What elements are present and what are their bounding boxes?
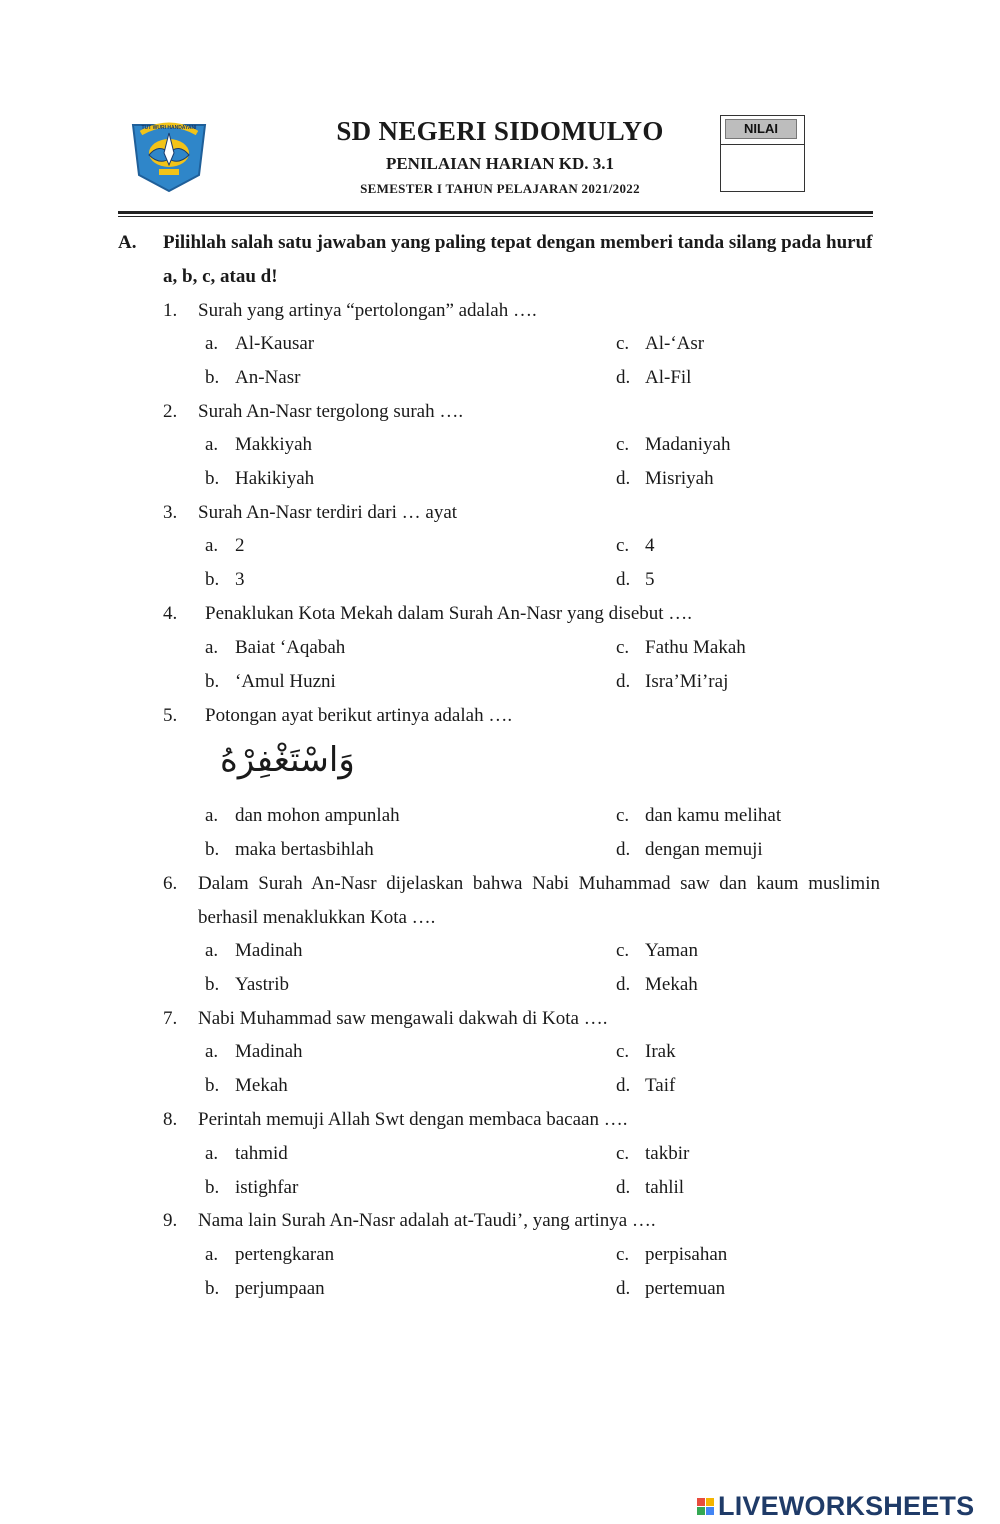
liveworksheets-grid-icon xyxy=(697,1498,714,1515)
option-letter-c[interactable]: c. xyxy=(616,535,630,556)
option-c[interactable]: dan kamu melihat xyxy=(645,805,782,826)
option-letter-a[interactable]: a. xyxy=(205,637,219,658)
question-number: 5. xyxy=(163,705,178,726)
option-letter-c[interactable]: c. xyxy=(616,805,630,826)
tut-wuri-handayani-logo xyxy=(127,113,211,195)
option-letter-a[interactable]: a. xyxy=(205,333,219,354)
section-letter: A. xyxy=(118,232,137,253)
option-letter-b[interactable]: b. xyxy=(205,468,220,489)
option-letter-b[interactable]: b. xyxy=(205,569,220,590)
option-letter-d[interactable]: d. xyxy=(616,974,631,995)
option-d[interactable]: pertemuan xyxy=(645,1278,726,1299)
option-b[interactable]: Mekah xyxy=(235,1075,288,1096)
option-letter-d[interactable]: d. xyxy=(616,569,631,590)
option-c[interactable]: Fathu Makah xyxy=(645,637,746,658)
question-text: Surah An-Nasr terdiri dari … ayat xyxy=(198,502,458,523)
option-b[interactable]: istighfar xyxy=(235,1177,299,1198)
question-text: Surah An-Nasr tergolong surah …. xyxy=(198,401,464,422)
question-text: Nama lain Surah An-Nasr adalah at-Taudi’, yang artinya …. xyxy=(198,1210,656,1231)
instruction-line-1: Pilihlah salah satu jawaban yang paling tepat dengan memberi tanda silang pada huruf xyxy=(163,232,873,253)
question-text: Nabi Muhammad saw mengawali dakwah di Kota …. xyxy=(198,1008,608,1029)
option-letter-a[interactable]: a. xyxy=(205,805,219,826)
option-letter-b[interactable]: b. xyxy=(205,1177,220,1198)
option-letter-d[interactable]: d. xyxy=(616,367,631,388)
option-letter-d[interactable]: d. xyxy=(616,671,631,692)
score-box[interactable] xyxy=(720,115,805,192)
option-c[interactable]: takbir xyxy=(645,1143,690,1164)
logo-motto: TUT WURI HANDAYANI xyxy=(141,125,197,131)
option-a[interactable]: Madinah xyxy=(235,940,303,961)
option-b[interactable]: ‘Amul Huzni xyxy=(235,671,336,692)
school-name: SD NEGERI SIDOMULYO xyxy=(336,116,664,146)
question-text: Potongan ayat berikut artinya adalah …. xyxy=(205,705,513,726)
option-letter-d[interactable]: d. xyxy=(616,839,631,860)
option-d[interactable]: Misriyah xyxy=(645,468,714,489)
option-letter-d[interactable]: d. xyxy=(616,1177,631,1198)
option-letter-c[interactable]: c. xyxy=(616,434,630,455)
option-letter-d[interactable]: d. xyxy=(616,1075,631,1096)
option-c[interactable]: perpisahan xyxy=(645,1244,728,1265)
score-label: NILAI xyxy=(725,119,797,139)
question-number: 3. xyxy=(163,502,178,523)
option-a[interactable]: Madinah xyxy=(235,1041,303,1062)
question-number: 6. xyxy=(163,873,178,894)
option-letter-c[interactable]: c. xyxy=(616,1244,630,1265)
question-number: 8. xyxy=(163,1109,178,1130)
option-a[interactable]: dan mohon ampunlah xyxy=(235,805,400,826)
option-letter-c[interactable]: c. xyxy=(616,333,630,354)
option-c[interactable]: 4 xyxy=(645,535,655,556)
option-c[interactable]: Yaman xyxy=(645,940,698,961)
option-letter-d[interactable]: d. xyxy=(616,468,631,489)
option-b[interactable]: Yastrib xyxy=(235,974,290,995)
option-c[interactable]: Irak xyxy=(645,1041,676,1062)
question-number: 7. xyxy=(163,1008,178,1029)
question-number: 4. xyxy=(163,603,178,624)
option-letter-b[interactable]: b. xyxy=(205,367,220,388)
option-letter-c[interactable]: c. xyxy=(616,1041,630,1062)
option-b[interactable]: Hakikiyah xyxy=(235,468,315,489)
option-letter-a[interactable]: a. xyxy=(205,1143,219,1164)
option-a[interactable]: Makkiyah xyxy=(235,434,313,455)
liveworksheets-logo[interactable] xyxy=(697,1491,974,1522)
option-a[interactable]: 2 xyxy=(235,535,245,556)
option-b[interactable]: 3 xyxy=(235,569,245,590)
option-letter-b[interactable]: b. xyxy=(205,839,220,860)
question-text: Penaklukan Kota Mekah dalam Surah An-Nasr yang disebut …. xyxy=(205,603,693,624)
option-d[interactable]: Al-Fil xyxy=(645,367,692,388)
option-letter-a[interactable]: a. xyxy=(205,1041,219,1062)
option-a[interactable]: Baiat ‘Aqabah xyxy=(235,637,346,658)
option-d[interactable]: tahlil xyxy=(645,1177,685,1198)
option-letter-d[interactable]: d. xyxy=(616,1278,631,1299)
option-b[interactable]: maka bertasbihlah xyxy=(235,839,374,860)
question-number: 2. xyxy=(163,401,178,422)
liveworksheets-brand: LIVEWORKSHEETS xyxy=(718,1491,975,1521)
option-a[interactable]: tahmid xyxy=(235,1143,288,1164)
question-text: Surah yang artinya “pertolongan” adalah …. xyxy=(198,300,537,321)
option-letter-c[interactable]: c. xyxy=(616,1143,630,1164)
option-d[interactable]: 5 xyxy=(645,569,655,590)
option-b[interactable]: perjumpaan xyxy=(235,1278,325,1299)
option-letter-b[interactable]: b. xyxy=(205,1075,220,1096)
option-letter-c[interactable]: c. xyxy=(616,940,630,961)
question-text: Perintah memuji Allah Swt dengan membaca bacaan …. xyxy=(198,1109,628,1130)
option-c[interactable]: Al-‘Asr xyxy=(645,333,705,354)
semester-info: SEMESTER I TAHUN PELAJARAN 2021/2022 xyxy=(360,181,640,196)
question-text-line-2: berhasil menaklukkan Kota …. xyxy=(198,907,436,928)
question-number: 1. xyxy=(163,300,178,321)
option-d[interactable]: Taif xyxy=(645,1075,676,1096)
option-letter-a[interactable]: a. xyxy=(205,1244,219,1265)
assessment-title: PENILAIAN HARIAN KD. 3.1 xyxy=(385,154,615,173)
option-letter-b[interactable]: b. xyxy=(205,671,220,692)
option-a[interactable]: pertengkaran xyxy=(235,1244,335,1265)
question-number: 9. xyxy=(163,1210,178,1231)
option-d[interactable]: Isra’Mi’raj xyxy=(645,671,729,692)
option-d[interactable]: dengan memuji xyxy=(645,839,763,860)
header-rule-thin xyxy=(118,216,873,217)
option-letter-a[interactable]: a. xyxy=(205,940,219,961)
option-letter-b[interactable]: b. xyxy=(205,974,220,995)
option-c[interactable]: Madaniyah xyxy=(645,434,731,455)
score-box-divider xyxy=(721,144,804,145)
instruction-line-2: a, b, c, atau d! xyxy=(163,266,278,287)
arabic-verse-fragment: وَاسْتَغْفِرْهُ xyxy=(220,740,355,780)
option-letter-b[interactable]: b. xyxy=(205,1278,220,1299)
option-letter-c[interactable]: c. xyxy=(616,637,630,658)
option-d[interactable]: Mekah xyxy=(645,974,698,995)
option-letter-a[interactable]: a. xyxy=(205,535,219,556)
option-b[interactable]: An-Nasr xyxy=(235,367,301,388)
option-a[interactable]: Al-Kausar xyxy=(235,333,315,354)
question-text-line-1: Dalam Surah An-Nasr dijelaskan bahwa Nabi Muhammad saw dan kaum muslimin xyxy=(198,873,880,894)
option-letter-a[interactable]: a. xyxy=(205,434,219,455)
header-rule-thick xyxy=(118,211,873,214)
